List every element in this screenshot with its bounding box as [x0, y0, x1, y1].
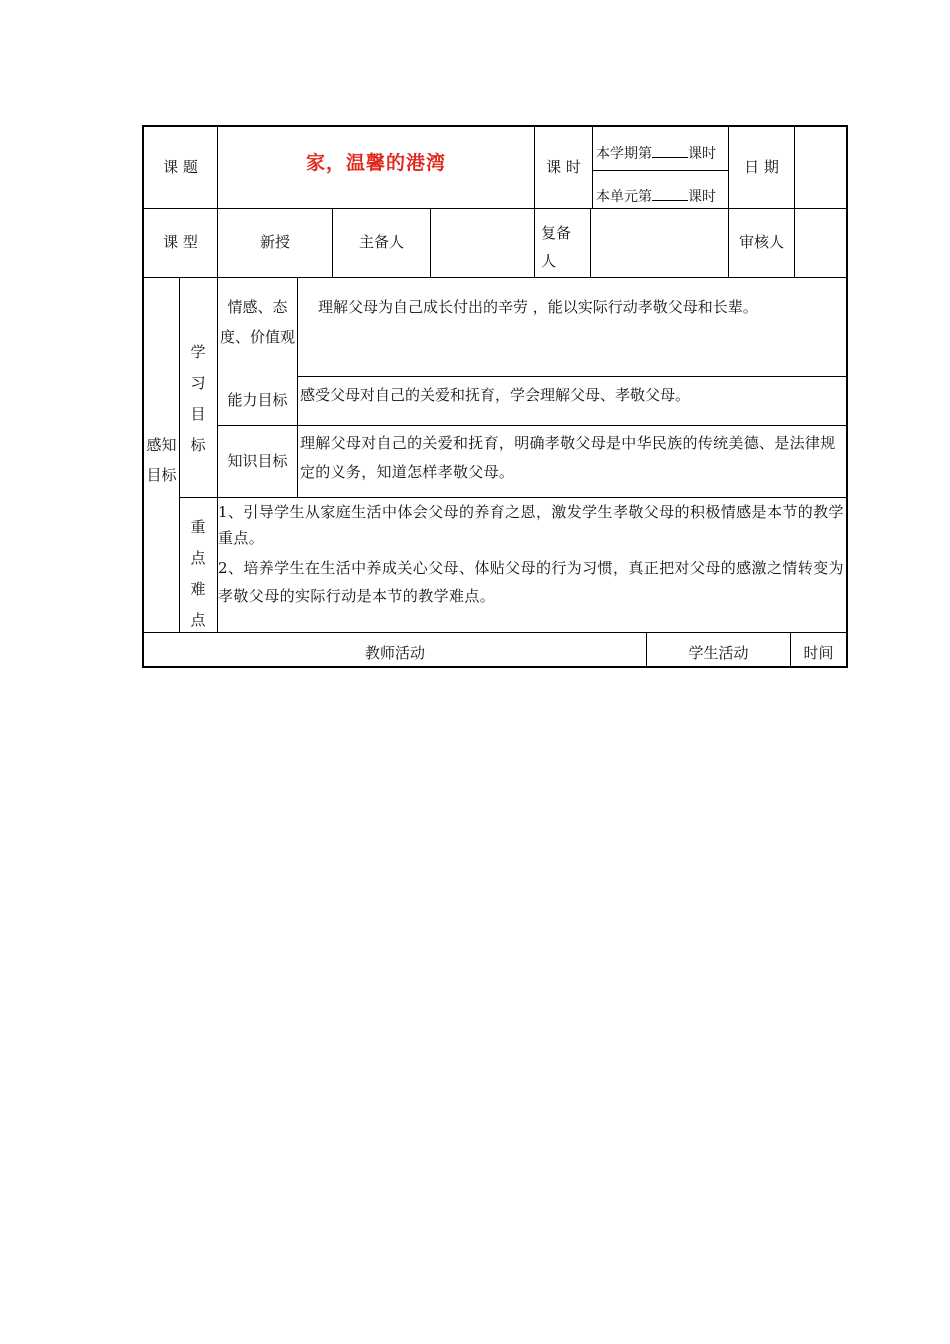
goal-content-emotion: 理解父母为自己成长付出的辛劳 ，能以实际行动孝敬父母和长辈。 [318, 298, 758, 316]
lesson-title: 家，温馨的港湾 [305, 151, 446, 174]
unit-blank[interactable] [652, 186, 688, 201]
date-value[interactable] [795, 127, 846, 208]
time-header: 时间 [803, 644, 834, 663]
period-label: 课 时 [546, 157, 581, 176]
cell-divider [217, 425, 846, 426]
row-divider [144, 277, 846, 278]
goal-label-knowledge: 知识目标 [227, 451, 288, 470]
teacher-activity-header: 教师活动 [364, 644, 425, 663]
co-prep-value[interactable] [591, 209, 728, 277]
cell-divider [593, 170, 728, 171]
semester-period [596, 143, 728, 167]
main-prep-label: 主备人 [358, 233, 404, 252]
row-divider [144, 632, 846, 633]
topic-label: 课 题 [163, 157, 198, 176]
type-value: 新授 [259, 233, 290, 252]
date-label: 日 期 [744, 157, 779, 176]
goal-label-ability: 能力目标 [227, 391, 288, 410]
co-prep-label: 复备人 [541, 224, 572, 270]
goal-content-ability: 感受父母对自己的关爱和抚育，学会理解父母、孝敬父母。 [300, 386, 691, 404]
semester-prefix: 本学期第 [596, 146, 652, 162]
unit-suffix: 课时 [688, 189, 716, 205]
learning-goals-label: 学习目标 [190, 343, 206, 454]
goal-label-emotion: 情感、态度、价值观 [220, 298, 296, 346]
unit-prefix: 本单元第 [596, 189, 652, 205]
reviewer-label: 审核人 [738, 233, 784, 252]
type-label: 课 型 [163, 233, 198, 252]
cell-divider [297, 376, 846, 377]
reviewer-value[interactable] [795, 209, 846, 277]
key-points-label: 重点难点 [190, 518, 206, 629]
col-divider [534, 208, 535, 277]
semester-blank[interactable] [652, 143, 688, 158]
col-divider [592, 127, 593, 208]
key-point-1: 1、引导学生从家庭生活中体会父母的养育之恩，激发学生孝敬父母的积极情感是本节的教学重点。 [218, 503, 844, 547]
col-divider [179, 277, 180, 632]
unit-period [596, 186, 728, 208]
main-prep-value[interactable] [431, 209, 534, 277]
key-point-2: 2、培养学生在生活中养成关心父母、体贴父母的行为习惯，真正把对父母的感激之情转变为孝敬父母的实际行动是本节的教学难点。 [218, 559, 844, 605]
perception-goals-label: 感知目标 [146, 436, 177, 484]
lesson-plan-table [142, 125, 848, 668]
student-activity-header: 学生活动 [688, 644, 749, 663]
semester-suffix: 课时 [688, 146, 716, 162]
cell-divider [179, 497, 846, 498]
goal-content-knowledge: 理解父母对自己的关爱和抚育，明确孝敬父母是中华民族的传统美德、是法律规定的义务，知道怎样孝敬父母。 [300, 434, 836, 481]
